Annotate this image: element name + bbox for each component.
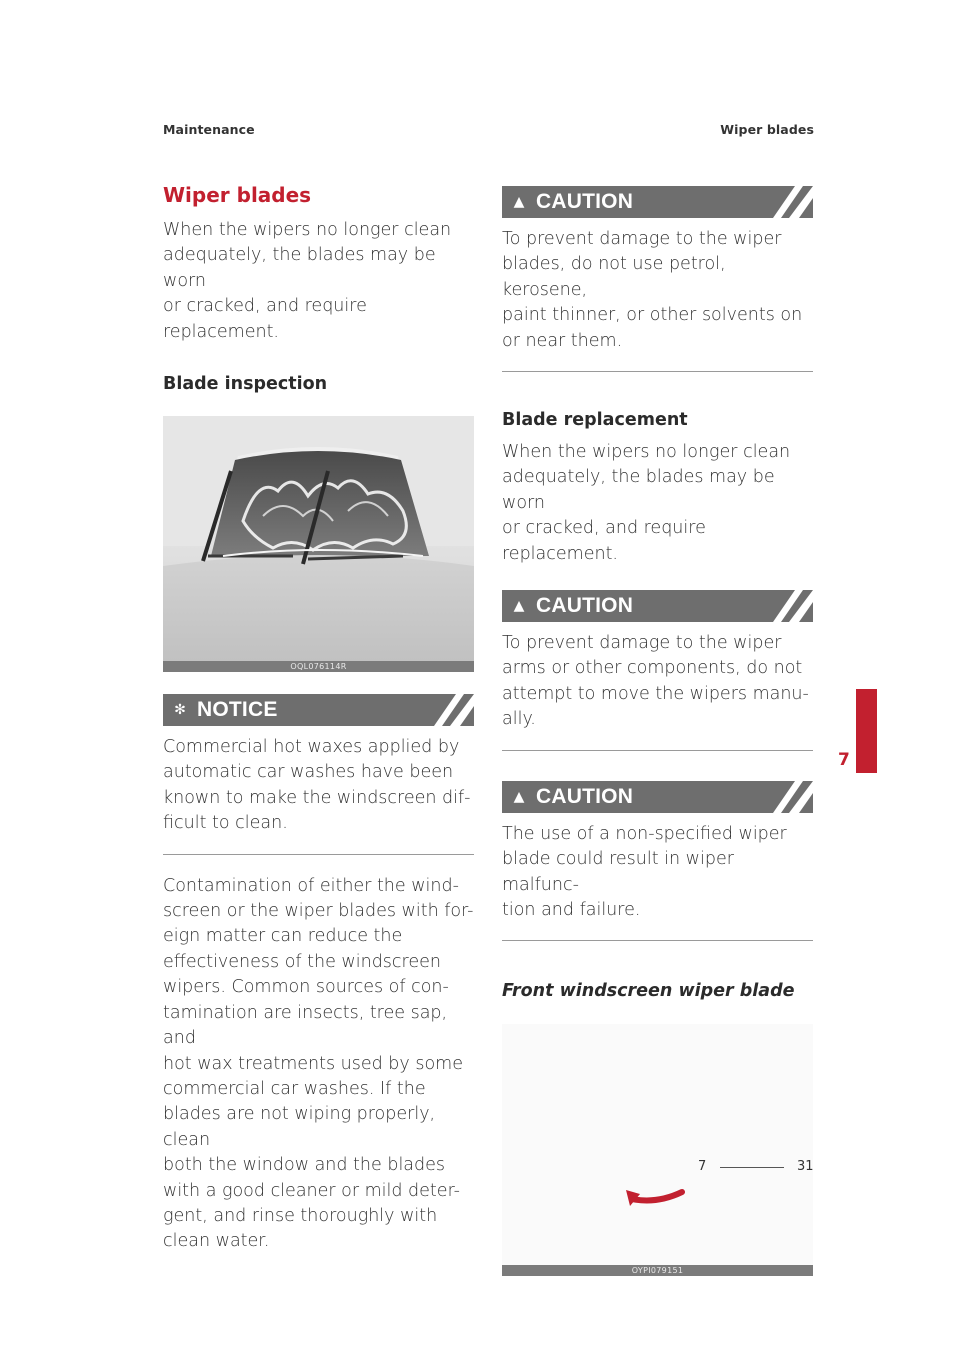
caution-banner-2: ▲ CAUTION [502,590,813,622]
running-head-topic: Wiper blades [720,122,814,137]
caution-rule-3 [502,940,813,941]
banner-stripes [430,694,474,726]
notice-text: Commercial hot waxes applied by automatic car washes have been known to make the windscreen dif- ficult to clean. [163,737,471,834]
caution-text-1: To prevent damage to the wiper blades, do not use petrol, kerosene, paint thinner, or other solvents on or near them. [502,229,803,351]
caution-rule-1 [502,371,813,372]
footer-chapter: 7 [698,1159,707,1174]
caution-banner-3: ▲ CAUTION [502,781,813,813]
contamination-paragraph: Contamination of either the wind- screen or the wiper blades with for- eign matter can reduce the effectiveness of the windscreen wipers. Common sources of con- tamination are insects, tree sap, and hot wax treatments used by some commercial car washes. If the blades are not wiping properly, clean both the window and the blades with a good cleaner or mild deter- gent, and rinse thoroughly with clean water. [163,875,474,1252]
intro-paragraph: When the wipers no longer clean adequately, the blades may be worn or cracked, and require replacement. [163,220,452,342]
warning-triangle-icon: ▲ [513,788,525,805]
windscreen-illustration [163,416,474,661]
footer-divider [720,1167,784,1168]
caution-rule-2 [502,750,813,751]
notice-rule [163,854,474,855]
wiper-rotation-illustration [502,1024,813,1265]
chapter-tab [856,689,877,773]
replacement-paragraph: When the wipers no longer clean adequately, the blades may be worn or cracked, and require replacement. [502,442,791,564]
section-title: Wiper blades [163,183,312,207]
caution-banner-1: ▲ CAUTION [502,186,813,218]
page-number: 31 [797,1159,814,1174]
warning-triangle-icon: ▲ [513,194,525,210]
left-column [163,180,474,1255]
figure-code: OYPI079151 [502,1265,813,1276]
front-wiper-subtitle: Front windscreen wiper blade [502,981,795,1002]
windscreen-wiper-figure [163,416,474,672]
running-head-section: Maintenance [163,122,255,137]
chapter-number: 7 [838,750,850,770]
front-wiper-figure [502,1024,813,1276]
notice-label: NOTICE [197,698,278,722]
banner-stripes [769,186,813,218]
right-column [502,186,813,1276]
banner-stripes [769,781,813,813]
inspection-subtitle: Blade inspection [163,374,328,395]
figure-code: OQL076114R [163,661,474,672]
warning-triangle-icon: ▲ [513,598,525,615]
replacement-subtitle: Blade replacement [502,410,688,431]
caution-text-3: The use of a non-specified wiper blade could result in wiper malfunc- tion and failure. [502,823,787,920]
notice-banner [163,694,474,726]
banner-stripes [769,590,813,622]
caution-text-2: To prevent damage to the wiper arms or other components, do not attempt to move the wipers manu- ally. [502,633,809,730]
asterisk-icon: ✻ [174,702,186,719]
